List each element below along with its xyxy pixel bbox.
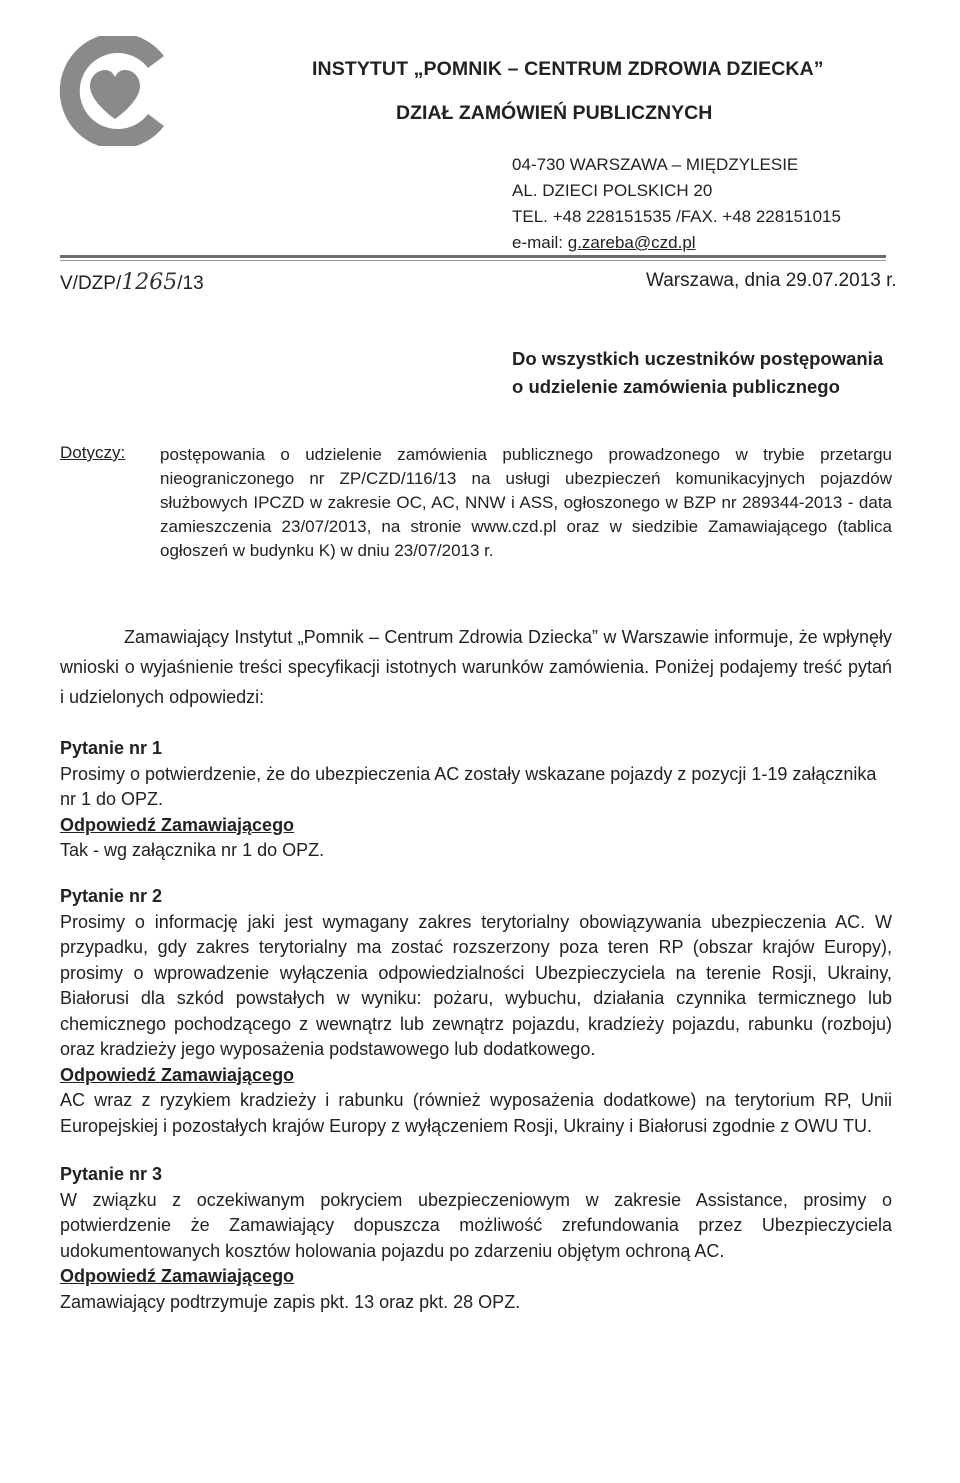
institute-logo-heart-icon	[58, 36, 176, 146]
department-name: DZIAŁ ZAMÓWIEŃ PUBLICZNYCH	[396, 102, 713, 124]
addressee-line-2: o udzielenie zamówienia publicznego	[512, 376, 840, 397]
qa-item-3	[60, 1162, 892, 1315]
handwritten-reference-number: 1265	[121, 270, 178, 295]
address-line-1: 04-730 WARSZAWA – MIĘDZYLESIE	[512, 155, 799, 174]
document-date: Warszawa, dnia 29.07.2013 r.	[646, 270, 897, 291]
reference-suffix: /13	[177, 273, 204, 294]
institute-name: INSTYTUT „POMNIK – CENTRUM ZDROWIA DZIECKA”	[312, 58, 824, 80]
qa-item-2	[60, 884, 892, 1139]
subject-text: postępowania o udzielenie zamówienia publicznego prowadzonego w trybie przetargu nieograniczonego nr ZP/CZD/116/13 na usługi ubezpieczeń komunikacyjnych pojazdów służbowych IPCZD w zakresie OC, AC, NNW i ASS, ogłoszonego w BZP nr 289344-2013 - data zamieszczenia 23/07/2013, na stronie www.czd.pl oraz w siedzibie Zamawiającego (tablica ogłoszeń w budynku K) w dniu 23/07/2013 r.	[160, 445, 892, 560]
addressee-block	[512, 345, 883, 401]
answer-text: Tak - wg załącznika nr 1 do OPZ.	[60, 840, 325, 860]
header-rule-thin	[60, 260, 886, 261]
question-text: Prosimy o potwierdzenie, że do ubezpieczenia AC zostały wskazane pojazdy z pozycji 1-19 załącznika nr 1 do OPZ.	[60, 763, 877, 809]
answer-title: Odpowiedź Zamawiającego	[60, 1064, 295, 1085]
address-line-2: AL. DZIECI POLSKICH 20	[512, 181, 713, 200]
question-title: Pytanie nr 2	[60, 886, 163, 906]
answer-text: Zamawiający podtrzymuje zapis pkt. 13 oraz pkt. 28 OPZ.	[60, 1291, 521, 1312]
email-link[interactable]: g.zareba@czd.pl	[567, 233, 696, 252]
answer-title: Odpowiedź Zamawiającego	[60, 1266, 295, 1286]
question-text: W związku z oczekiwanym pokryciem ubezpieczeniowym w zakresie Assistance, prosimy o potwierdzenie że Zamawiający dopuszcza możliwość zrefundowania przez Ubezpieczyciela udokumentowanych kosztów holowania pojazdu po zdarzeniu objętym ochroną AC.	[60, 1189, 892, 1261]
intro-paragraph: Zamawiający Instytut „Pomnik – Centrum Zdrowia Dziecka” w Warszawie informuje, że wpłynęły wnioski o wyjaśnienie treści specyfikacji istotnych warunków zamówienia. Poniżej podajemy treść pytań i udzielonych odpowiedzi:	[60, 627, 892, 707]
answer-title: Odpowiedź Zamawiającego	[60, 814, 295, 835]
qa-item-1	[60, 736, 892, 864]
phone-fax: TEL. +48 228151535 /FAX. +48 228151015	[512, 207, 841, 226]
addressee-line-1: Do wszystkich uczestników postępowania	[512, 348, 884, 369]
answer-text: AC wraz z ryzykiem kradzieży i rabunku (również wyposażenia dodatkowe) na terytorium RP, Unii Europejskiej i pozostałych krajów Europy z wyłączeniem Rosji, Ukrainy i Białorusi zgodnie z OWU TU.	[60, 1090, 892, 1136]
question-text: Prosimy o informację jaki jest wymagany zakres terytorialny obowiązywania ubezpieczenia AC. W przypadku, gdy zakres terytorialny ma zostać rozszerzony poza teren RP (obszar krajów Europy), prosimy o wprowadzenie wyłączenia odpowiedzialności Ubezpieczyciela na terenie Rosji, Ukrainy, Białorusi dla szkód powstałych w wyniku: pożaru, wybuchu, działania czynnika termicznego lub chemicznego pochodzącego z wewnątrz lub zewnątrz pojazdu, kradzieży pojazdu, rabunku (rozboju) oraz kradzieży jego wyposażenia podstawowego lub dodatkowego.	[60, 911, 892, 1059]
email-line	[512, 230, 841, 256]
address-block	[512, 152, 841, 256]
subject-label: Dotyczy:	[60, 443, 126, 462]
email-label: e-mail:	[512, 233, 568, 252]
reference-prefix: V/DZP/	[60, 273, 122, 294]
header-rule	[60, 255, 886, 258]
reference-number	[60, 270, 204, 295]
question-title: Pytanie nr 1	[60, 738, 163, 758]
question-title: Pytanie nr 3	[60, 1164, 163, 1184]
